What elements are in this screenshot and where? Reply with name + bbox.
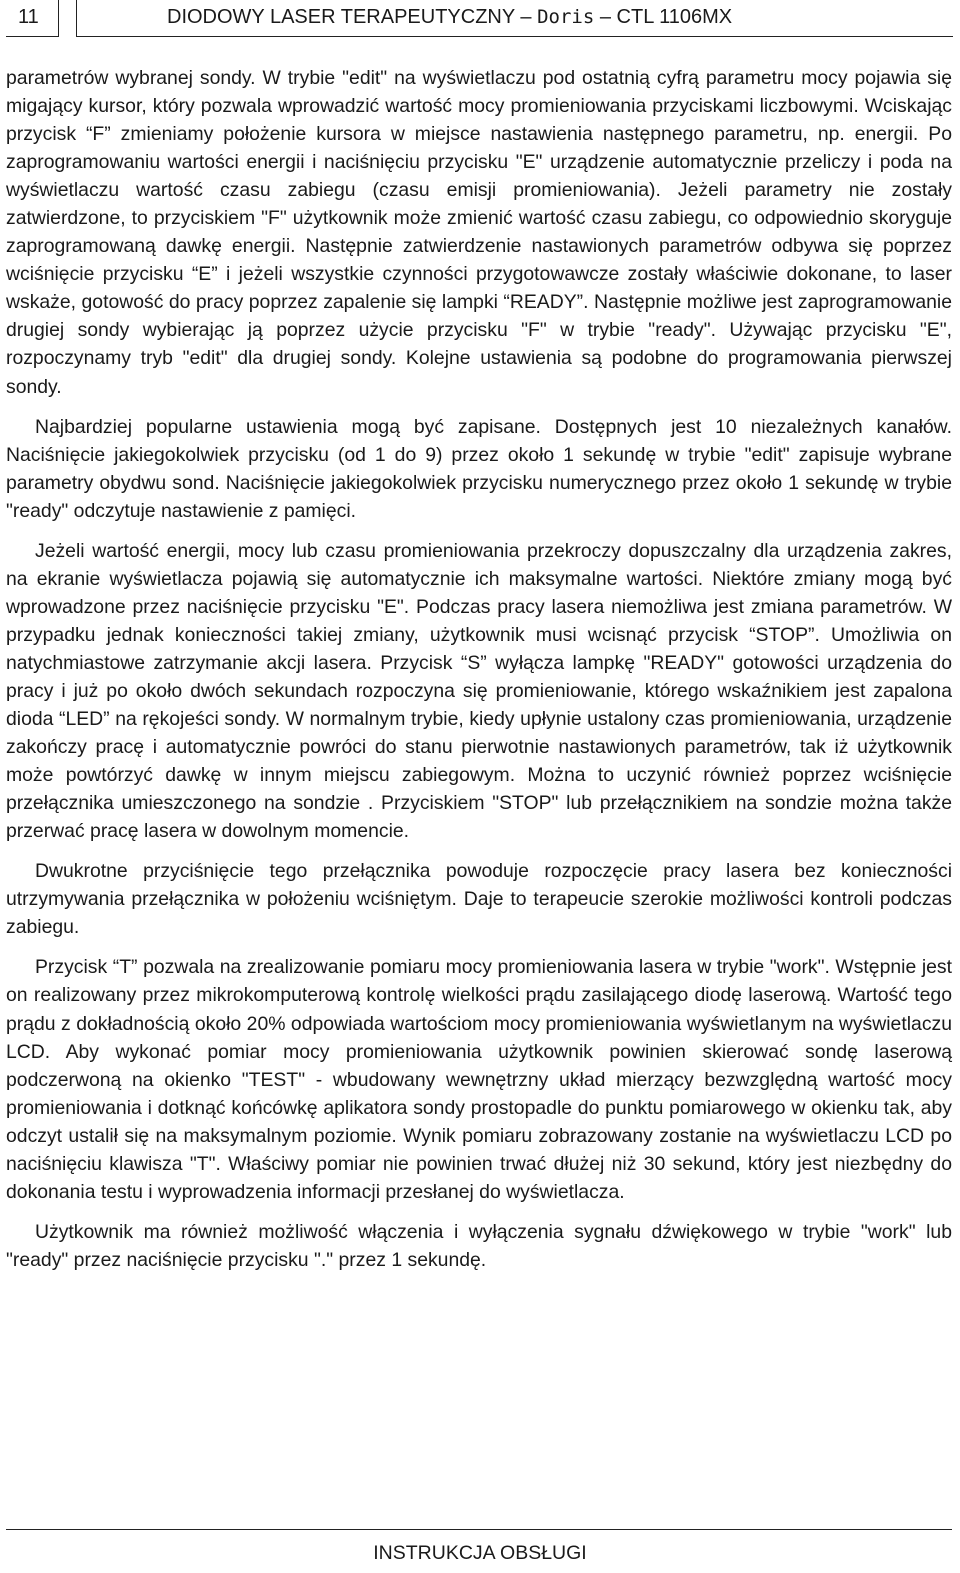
- document-title: [76, 0, 953, 37]
- footer-divider: [6, 1529, 952, 1530]
- paragraph-continuation: parametrów wybranej sondy. W trybie "edit" na wyświetlaczu pod ostatnią cyfrą parametru mocy pojawia się migający kursor, który pozwala wprowadzić wartość mocy promieniowania przyciskami liczbowymi. Wciskając przycisk “F” zmieniamy położenie kursora w miejsce nastawienia następnego parametru, np. energii. Po zaprogramowaniu wartości energii i naciśnięciu przycisku "E" urządzenie automatycznie przeliczy i poda na wyświetlaczu wartość czasu zabiegu (czasu emisji promieniowania). Jeżeli parametry nie zostały zatwierdzone, to przyciskiem "F" użytkownik może zmienić wartość czasu zabiegu, co odpowiednio skoryguje zaprogramowaną dawkę energii. Następnie zatwierdzenie nastawionych parametrów odbywa się poprzez wciśnięcie przycisku “E” i jeżeli wszystkie czynności przygotowawcze zostały właściwie dokonane, to laser wskaże, gotowość do pracy poprzez zapalenie się lampki “READY”. Następnie możliwe jest zaprogramowanie drugiej sondy wybierając ją poprzez użycie przycisku "F" w trybie "ready". Używając przycisku "E", rozpoczynamy tryb "edit" dla drugiej sondy. Kolejne ustawienia są podobne do programowania pierwszej sondy.: [6, 67, 952, 398]
- paragraph-limits-and-stop: Jeżeli wartość energii, mocy lub czasu promieniowania przekroczy dopuszczalny dla urządzenia zakres, na ekranie wyświetlacza pojawią się automatycznie ich maksymalne wartości. Niektóre zmiany mogą być wprowadzone przez naciśnięcie przycisku "E". Podczas pracy lasera niemożliwa jest zmiana parametrów. W przypadku jednak konieczności takiej zmiany, użytkownik musi wcisnąć przycisk “STOP”. Umożliwia on natychmiastowe zatrzymanie akcji lasera. Przycisk “S” wyłącza lampkę "READY" gotowości urządzenia do pracy i już po około dwóch sekundach rozpoczyna się promieniowanie, którego wskaźnikiem jest zapalona dioda “LED” na rękojeści sondy. W normalnym trybie, kiedy upłynie ustalony czas promieniowania, urządzenie zakończy pracę i automatycznie powróci do stanu pierwotnie nastawionych parametrów, tak iż użytkownik może powtórzyć dawkę w innym miejscu zabiegowym. Można to uczynić również poprzez wciśnięcie przełącznika umieszczonego na sondzie . Przyciskiem "STOP" lub przełącznikiem na sondzie można także przerwać pracę lasera w dowolnym momencie.: [6, 539, 952, 843]
- paragraph-sound-signal: Użytkownik ma również możliwość włączenia i wyłączenia sygnału dźwiękowego w trybie "work" lub "ready" przez naciśnięcie przycisku "." przez 1 sekundę.: [6, 1220, 952, 1271]
- paragraph-memory-channels: Najbardziej popularne ustawienia mogą być zapisane. Dostępnych jest 10 niezależnych kanałów. Naciśnięcie jakiegokolwiek przycisku (od 1 do 9) przez około 1 sekundę w trybie "edit" zapisuje wybrane parametry obydwu sond. Naciśnięcie jakiegokolwiek przycisku numerycznego przez około 1 sekundę w trybie "ready" odczytuje nastawienie z pamięci.: [6, 415, 952, 522]
- page-header: [0, 0, 960, 42]
- paragraph-double-press: Dwukrotne przyciśnięcie tego przełącznika powoduje rozpoczęcie pracy lasera bez konieczności utrzymywania przełącznika w położeniu wciśniętym. Daje to terapeucie szerokie możliwości kontroli podczas zabiegu.: [6, 860, 952, 939]
- page-number: 11: [6, 0, 59, 37]
- page-footer: INSTRUKCJA OBSŁUGI: [373, 1542, 587, 1564]
- paragraph-power-test: Przycisk “T” pozwala na zrealizowanie pomiaru mocy promieniowania lasera w trybie "work". Wstępnie jest on realizowany przez mikrokomputerową kontrolę wielkości prądu zasilającego diodę laserową. Wartość tego prądu z dokładnością około 20% odpowiada wartościom mocy promieniowania wyświetlanym na wyświetlaczu LCD. Aby wykonać pomiar mocy promieniowania użytkownik powinien skierować sondę laserową podczerwoną na okienko "TEST" - wbudowany wewnętrzny układ mierzący bezwzględną wartość mocy promieniowania i dotknąć końcówkę aplikatora sondy prostopadle do punktu pomiarowego w okienku tak, aby odczyt ustalił się na maksymalnym poziomie. Wynik pomiaru zobrazowany zostanie na wyświetlaczu LCD po naciśnięciu klawisza "T". Właściwy pomiar nie powinien trwać dłużej niż 30 sekund, który jest niezbędny do dokonania testu i wyprowadzenia informacji przesłanej do wyświetlacza.: [6, 956, 952, 1203]
- title-model: Doris: [537, 6, 595, 28]
- document-body: [6, 64, 952, 1286]
- title-prefix: DIODOWY LASER TERAPEUTYCZNY –: [167, 6, 538, 28]
- title-suffix: – CTL 1106MX: [594, 6, 733, 28]
